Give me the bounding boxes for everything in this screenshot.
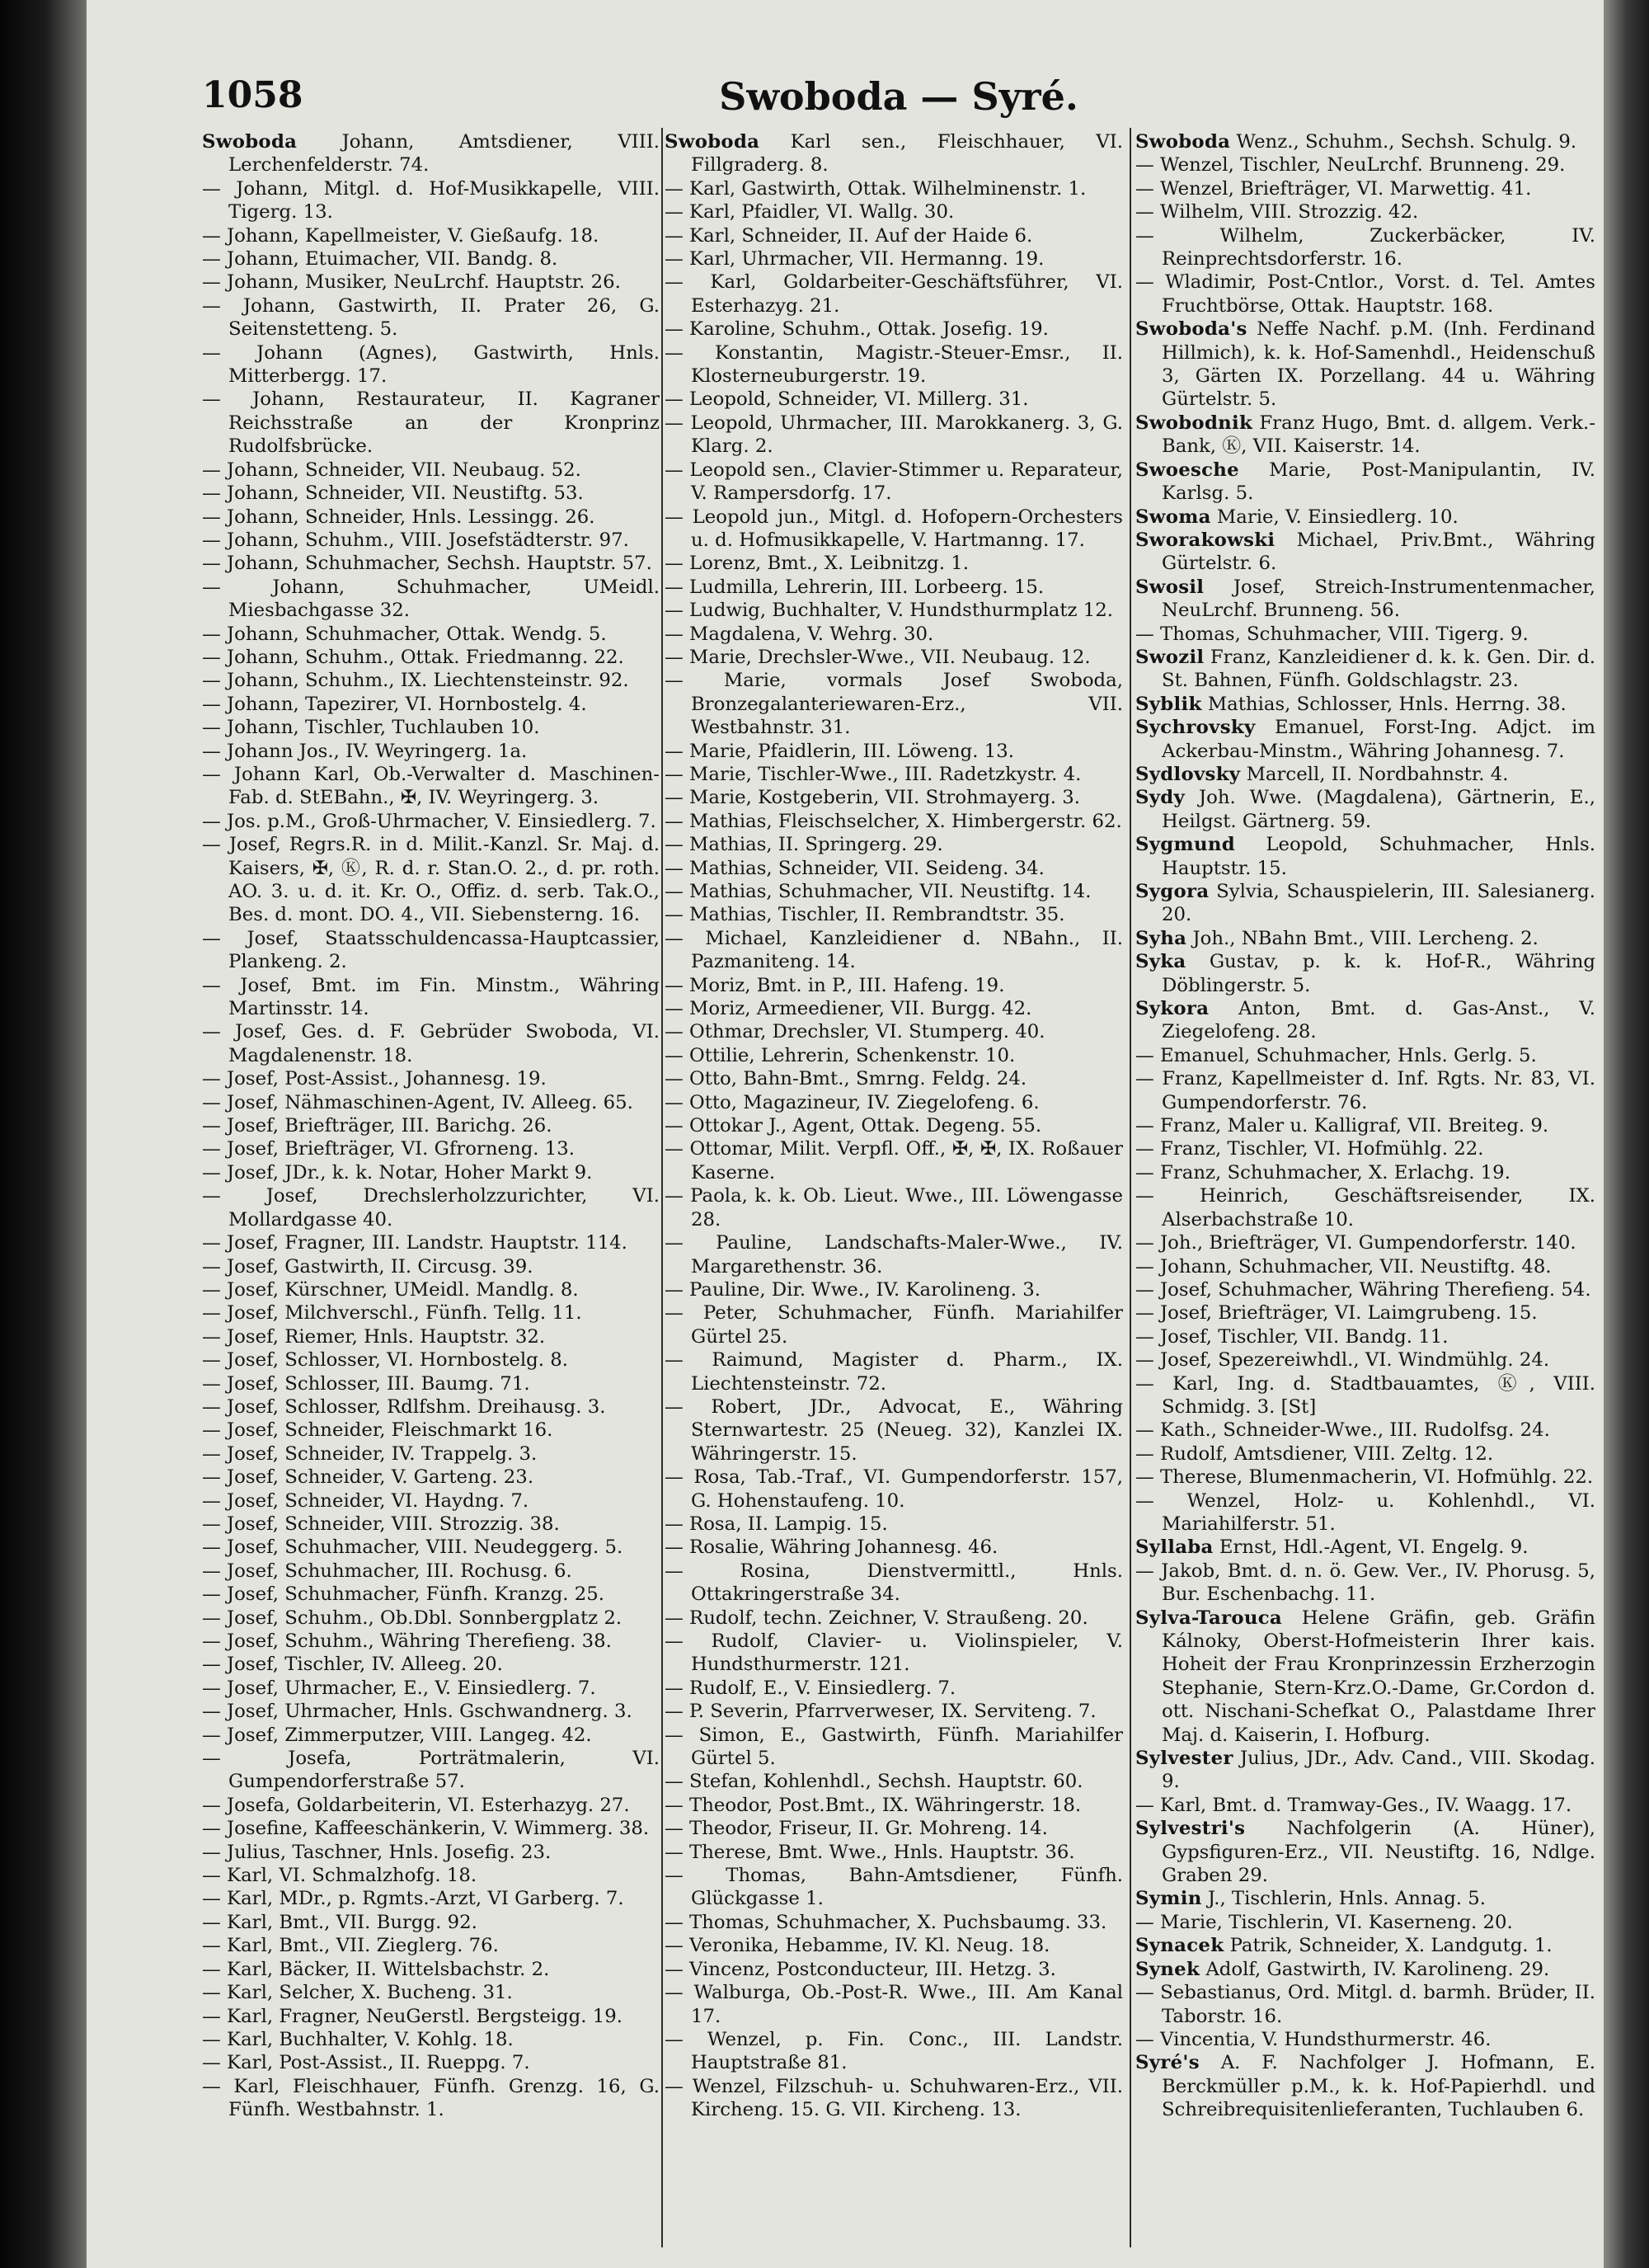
directory-entry: — Karl, Goldarbeiter-Geschäftsführer, VI. Esterhazyg. 21.	[665, 271, 1123, 317]
directory-entry: — Josefa, Porträtmalerin, VI. Gumpendorferstraße 57.	[202, 1748, 660, 1793]
directory-entry: — Josef, Schlosser, VI. Hornbostelg. 8.	[202, 1349, 569, 1372]
directory-entry: — Mathias, Tischler, II. Rembrandtstr. 35.	[665, 904, 1065, 926]
directory-entry: — Johann, Kapellmeister, V. Gießaufg. 18.	[202, 224, 599, 247]
entry-surname: Sygora	[1135, 881, 1210, 902]
directory-entry: — Karl, Selcher, X. Bucheng. 31.	[202, 1982, 513, 2004]
directory-entry: — Theodor, Post.Bmt., IX. Währingerstr. 18.	[665, 1794, 1082, 1816]
directory-entry: — Konstantin, Magistr.-Steuer-Emsr., II. Klosterneuburgerstr. 19.	[665, 341, 1123, 388]
directory-entry: — Theodor, Friseur, II. Gr. Mohreng. 14.	[665, 1818, 1048, 1840]
directory-entry: — Josef, Tischler, IV. Alleeg. 20.	[202, 1654, 503, 1676]
entry-surname: Sykora	[1135, 998, 1210, 1020]
entry-surname: Swoesche	[1135, 459, 1239, 481]
directory-entry: — Josef, JDr., k. k. Notar, Hoher Markt 9.	[202, 1161, 593, 1183]
directory-entry: — Heinrich, Geschäftsreisender, IX. Alserbachstraße 10.	[1135, 1185, 1595, 1230]
directory-entry: — Leopold jun., Mitgl. d. Hofopern-Orchesters u. d. Hofmusikkapelle, V. Hartmanng. 17.	[665, 506, 1123, 551]
directory-entry: — Julius, Taschner, Hnls. Josefig. 23.	[202, 1841, 552, 1863]
directory-entry: — Mathias, Fleischselcher, X. Himbergerstr. 62.	[665, 810, 1122, 832]
directory-entry: — Wilhelm, VIII. Strozzig. 42.	[1135, 201, 1419, 224]
directory-entry: — Johann (Agnes), Gastwirth, Hnls. Mitterbergg. 17.	[202, 341, 660, 388]
directory-entry: — Johann, Schuhm., IX. Liechtensteinstr. 92.	[202, 670, 629, 692]
directory-entry: — Leopold sen., Clavier-Stimmer u. Reparateur, V. Rampersdorfg. 17.	[665, 459, 1123, 505]
column-rule-right	[1130, 128, 1131, 2247]
directory-entry: — Karl, VI. Schmalzhofg. 18.	[202, 1865, 477, 1887]
directory-entry: — Franz, Kapellmeister d. Inf. Rgts. Nr. 83, VI. Gumpendorferstr. 76.	[1135, 1068, 1595, 1113]
directory-entry: — Josef, Schuhmacher, VIII. Neudeggerg. 5.	[202, 1536, 623, 1559]
directory-entry: — Karl, Fleischhauer, Fünfh. Grenzg. 16, G. Fünfh. Westbahnstr. 1.	[202, 2075, 660, 2121]
directory-entry: — Johann, Tapezirer, VI. Hornbostelg. 4.	[202, 693, 587, 715]
directory-entry: Swozil Franz, Kanzleidiener d. k. k. Gen. Dir. d. St. Bahnen, Fünfh. Goldschlagstr. 23.	[1135, 646, 1595, 692]
directory-entry: — Karl, Bmt., VII. Burgg. 92.	[202, 1911, 477, 1933]
directory-entry: — Josef, Briefträger, VI. Laimgrubeng. 15.	[1135, 1302, 1538, 1325]
directory-entry: — Jos. p.M., Groß-Uhrmacher, V. Einsiedlerg. 7.	[202, 810, 656, 832]
directory-entry: — Emanuel, Schuhmacher, Hnls. Gerlg. 5.	[1135, 1044, 1537, 1066]
directory-entry: — Josef, Tischler, VII. Bandg. 11.	[1135, 1325, 1449, 1348]
directory-entry: — Josef, Briefträger, VI. Gfrorneng. 13.	[202, 1138, 576, 1160]
directory-entry: — Karl, Bmt. d. Tramway-Ges., IV. Waagg. 17.	[1135, 1794, 1572, 1816]
directory-entry: — Marie, Drechsler-Wwe., VII. Neubaug. 12.	[665, 646, 1091, 668]
directory-entry: — Johann, Gastwirth, II. Prater 26, G. Seitenstetteng. 5.	[202, 294, 660, 341]
directory-entry: — Sebastianus, Ord. Mitgl. d. barmh. Brüder, II. Taborstr. 16.	[1135, 1982, 1595, 2027]
page-right-edge	[1604, 0, 1649, 2268]
directory-entry: — Karl, Buchhalter, V. Kohlg. 18.	[202, 2028, 514, 2050]
directory-entry: Sylva-Tarouca Helene Gräfin, geb. Gräfin Kálnoky, Oberst-Hofmeisterin Ihrer kais. Hoheit der Frau Kronprinzessin Erzherzogin Stephanie, Stern-Krz.O.-Dame, Gr.Cordon d. ott. Nischani-Schefkat O., Palastdame Ihrer Maj. d. Kaiserin, I. Hofburg.	[1135, 1607, 1595, 1746]
directory-entry: — Rosina, Dienstvermittl., Hnls. Ottakringerstraße 34.	[665, 1560, 1123, 1606]
directory-entry: — Karl, Uhrmacher, VII. Hermanng. 19.	[665, 248, 1045, 271]
directory-entry: — Josef, Spezereiwhdl., VI. Windmühlg. 24.	[1135, 1349, 1550, 1372]
directory-entry: — Magdalena, V. Wehrg. 30.	[665, 623, 934, 645]
directory-entry: — Karl, Bmt., VII. Zieglerg. 76.	[202, 1935, 499, 1957]
directory-entry: Sygora Sylvia, Schauspielerin, III. Salesianerg. 20.	[1135, 881, 1595, 926]
directory-entry: — Johann, Musiker, NeuLrchf. Hauptstr. 26.	[202, 271, 621, 294]
directory-entry: — Ottokar J., Agent, Ottak. Degeng. 55.	[665, 1115, 1042, 1137]
directory-entry: — Josef, Schneider, V. Garteng. 23.	[202, 1466, 534, 1489]
directory-entry: — Marie, Pfaidlerin, III. Löweng. 13.	[665, 740, 1014, 762]
entry-surname: Syllaba	[1135, 1536, 1214, 1559]
directory-column-2	[665, 130, 1123, 2242]
directory-entry: — Josef, Schuhm., Währing Therefieng. 38.	[202, 1630, 612, 1652]
directory-entry: — Rudolf, techn. Zeichner, V. Straußeng. 20.	[665, 1607, 1088, 1629]
directory-entry: — Franz, Schuhmacher, X. Erlachg. 19.	[1135, 1161, 1510, 1183]
directory-entry: Syblik Mathias, Schlosser, Hnls. Herrng. 38.	[1135, 693, 1567, 715]
directory-entry: — Josef, Fragner, III. Landstr. Hauptstr. 114.	[202, 1232, 627, 1254]
directory-entry: — Rosa, II. Lampig. 15.	[665, 1513, 888, 1535]
entry-surname: Syha	[1135, 927, 1187, 949]
entry-surname: Swoboda	[202, 131, 298, 153]
directory-entry: Sykora Anton, Bmt. d. Gas-Anst., V. Ziegelofeng. 28.	[1135, 998, 1595, 1043]
entry-surname: Sydlovsky	[1135, 763, 1241, 785]
entry-surname: Sylva-Tarouca	[1135, 1607, 1282, 1629]
directory-entry: — Josef, Ges. d. F. Gebrüder Swoboda, VI. Magdalenenstr. 18.	[202, 1021, 660, 1066]
directory-entry: — Josefa, Goldarbeiterin, VI. Esterhazyg. 27.	[202, 1794, 630, 1816]
entry-surname: Swoboda's	[1135, 318, 1247, 341]
directory-entry: — Karl, Post-Assist., II. Rueppg. 7.	[202, 2052, 530, 2074]
directory-entry: — Vincenz, Postconducteur, III. Hetzg. 3.	[665, 1958, 1056, 1980]
directory-entry: Synek Adolf, Gastwirth, IV. Karolineng. 29.	[1135, 1958, 1550, 1980]
directory-entry: — Peter, Schuhmacher, Fünfh. Mariahilfer Gürtel 25.	[665, 1302, 1123, 1348]
directory-entry: — Josef, Schneider, Fleischmarkt 16.	[202, 1419, 553, 1442]
directory-entry: Swoboda Wenz., Schuhm., Sechsh. Schulg. 9.	[1135, 131, 1577, 153]
entry-surname: Sworakowski	[1135, 529, 1276, 551]
directory-entry: — Stefan, Kohlenhdl., Sechsh. Hauptstr. 60.	[665, 1771, 1083, 1793]
entry-surname: Syré's	[1135, 2052, 1200, 2074]
directory-entry: Swoboda's Neffe Nachf. p.M. (Inh. Ferdinand Hillmich), k. k. Hof-Samenhdl., Heidenschuß 3, Gärten IX. Porzellang. 44 u. Währing Gürtelstr. 5.	[1135, 318, 1595, 411]
directory-entry: — Veronika, Hebamme, IV. Kl. Neug. 18.	[665, 1935, 1050, 1957]
entry-surname: Syka	[1135, 951, 1186, 973]
directory-entry: Sydlovsky Marcell, II. Nordbahnstr. 4.	[1135, 763, 1509, 785]
directory-entry: — Josef, Gastwirth, II. Circusg. 39.	[202, 1255, 533, 1278]
directory-entry: — Josef, Bmt. im Fin. Minstm., Währing Martinsstr. 14.	[202, 974, 660, 1020]
directory-entry: — Karl, Schneider, II. Auf der Haide 6.	[665, 224, 1033, 247]
directory-entry: — Josef, Schneider, VI. Haydng. 7.	[202, 1489, 529, 1512]
directory-entry: Syka Gustav, p. k. k. Hof-R., Währing Döblingerstr. 5.	[1135, 951, 1595, 996]
column-rule-left	[661, 128, 663, 2247]
directory-entry: — Moriz, Armeediener, VII. Burgg. 42.	[665, 998, 1032, 1020]
directory-entry: — Johann, Etuimacher, VII. Bandg. 8.	[202, 248, 558, 271]
directory-entry: — Josef, Schlosser, III. Baumg. 71.	[202, 1372, 530, 1395]
directory-entry: — Wenzel, Filzschuh- u. Schuhwaren-Erz., VII. Kircheng. 15. G. VII. Kircheng. 13.	[665, 2075, 1123, 2121]
entry-surname: Sylvester	[1135, 1748, 1233, 1770]
directory-entry: Sydy Joh. Wwe. (Magdalena), Gärtnerin, E., Heilgst. Gärtnerg. 59.	[1135, 787, 1595, 832]
directory-entry: — Marie, vormals Josef Swoboda, Bronzegalanteriewaren-Erz., VII. Westbahnstr. 31.	[665, 670, 1123, 739]
directory-entry: — Karl, Fragner, NeuGerstl. Bergsteigg. 19.	[202, 2005, 622, 2027]
directory-entry: — Leopold, Schneider, VI. Millerg. 31.	[665, 388, 1029, 411]
directory-entry: Swoboda Johann, Amtsdiener, VIII. Lerchenfelderstr. 74.	[202, 131, 660, 176]
directory-entry: — Josef, Drechslerholzzurichter, VI. Mollardgasse 40.	[202, 1185, 660, 1230]
directory-entry: — Michael, Kanzleidiener d. NBahn., II. Pazmaniteng. 14.	[665, 927, 1123, 973]
directory-entry: — Josef, Uhrmacher, E., V. Einsiedlerg. 7.	[202, 1677, 596, 1699]
entry-surname: Swoboda	[1135, 131, 1231, 153]
page-header	[202, 74, 1595, 132]
directory-entry: — Johann, Tischler, Tuchlauben 10.	[202, 717, 540, 739]
running-title: Swoboda — Syré.	[719, 74, 1078, 119]
directory-entry: — Moriz, Bmt. in P., III. Hafeng. 19.	[665, 974, 1005, 996]
directory-entry: — Ludmilla, Lehrerin, III. Lorbeerg. 15.	[665, 576, 1045, 598]
entry-surname: Synek	[1135, 1958, 1200, 1980]
directory-entry: — Johann, Schneider, VII. Neubaug. 52.	[202, 459, 581, 481]
entry-surname: Swobodnik	[1135, 412, 1253, 434]
directory-entry: — Thomas, Schuhmacher, X. Puchsbaumg. 33.	[665, 1911, 1107, 1933]
directory-entry: — Josef, Post-Assist., Johannesg. 19.	[202, 1068, 547, 1090]
directory-entry: — Wenzel, Briefträger, VI. Marwettig. 41.	[1135, 177, 1532, 200]
directory-entry: — Thomas, Schuhmacher, VIII. Tigerg. 9.	[1135, 623, 1529, 645]
directory-entry: Sylvestri's Nachfolgerin (A. Hüner), Gypsfiguren-Erz., VII. Neustiftg. 16, Ndlge. Graben 29.	[1135, 1818, 1595, 1887]
entry-surname: Sychrovsky	[1135, 717, 1256, 739]
directory-entry: Swoma Marie, V. Einsiedlerg. 10.	[1135, 506, 1459, 528]
entry-surname: Symin	[1135, 1888, 1202, 1910]
directory-entry: — Rudolf, E., V. Einsiedlerg. 7.	[665, 1677, 956, 1699]
entry-surname: Swoboda	[665, 131, 760, 153]
directory-entry: — Raimund, Magister d. Pharm., IX. Liechtensteinstr. 72.	[665, 1349, 1123, 1395]
entry-surname: Sylvestri's	[1135, 1818, 1246, 1840]
entry-surname: Swozil	[1135, 646, 1205, 668]
entry-surname: Sygmund	[1135, 834, 1235, 856]
directory-entry: — Ottilie, Lehrerin, Schenkenstr. 10.	[665, 1044, 1016, 1066]
directory-entry: — Paola, k. k. Ob. Lieut. Wwe., III. Löwengasse 28.	[665, 1185, 1123, 1230]
directory-entry: — Wladimir, Post-Cntlor., Vorst. d. Tel. Amtes Fruchtbörse, Ottak. Hauptstr. 168.	[1135, 271, 1595, 317]
directory-entry: — Mathias, II. Springerg. 29.	[665, 834, 943, 856]
directory-entry: — Rosalie, Währing Johannesg. 46.	[665, 1536, 998, 1559]
directory-entry: Swobodnik Franz Hugo, Bmt. d. allgem. Verk.-Bank, Ⓚ, VII. Kaiserstr. 14.	[1135, 412, 1595, 458]
directory-entry: — Rosa, Tab.-Traf., VI. Gumpendorferstr. 157, G. Hohenstaufeng. 10.	[665, 1466, 1123, 1512]
directory-entry: — Josef, Uhrmacher, Hnls. Gschwandnerg. 3.	[202, 1701, 632, 1723]
directory-entry: — Josef, Schuhmacher, Fünfh. Kranzg. 25.	[202, 1583, 605, 1606]
directory-entry: — Josef, Staatsschuldencassa-Hauptcassier, Plankeng. 2.	[202, 927, 660, 973]
directory-entry: Syré's A. F. Nachfolger J. Hofmann, E. Berckmüller p.M., k. k. Hof-Papierhdl. und Schreibrequisitenlieferanten, Tuchlauben 6.	[1135, 2052, 1595, 2121]
directory-entry: — Johann, Schuhmacher, Ottak. Wendg. 5.	[202, 623, 607, 645]
directory-entry: — Joh., Briefträger, VI. Gumpendorferstr. 140.	[1135, 1232, 1576, 1254]
directory-entry: Synacek Patrik, Schneider, X. Landgutg. 1.	[1135, 1935, 1553, 1957]
directory-entry: — Franz, Tischler, VI. Hofmühlg. 22.	[1135, 1138, 1484, 1160]
directory-entry: — Ludwig, Buchhalter, V. Hundsthurmplatz 12.	[665, 600, 1114, 622]
directory-entry: — Otto, Magazineur, IV. Ziegelofeng. 6.	[665, 1091, 1040, 1113]
page-gutter-shadow	[0, 0, 99, 2268]
directory-entry: — Johann Jos., IV. Weyringerg. 1a.	[202, 740, 528, 762]
directory-entry: — Ottomar, Milit. Verpfl. Off., ✠, ✠, IX. Roßauer Kaserne.	[665, 1138, 1123, 1183]
directory-entry: — Josef, Schneider, VIII. Strozzig. 38.	[202, 1513, 560, 1535]
directory-entry: — Jakob, Bmt. d. n. ö. Gew. Ver., IV. Phorusg. 5, Bur. Eschenbachg. 11.	[1135, 1560, 1595, 1606]
directory-entry: — Karl, Ing. d. Stadtbauamtes, Ⓚ, VIII. Schmidg. 3. [St]	[1135, 1372, 1595, 1418]
directory-entry: — Josef, Nähmaschinen-Agent, IV. Alleeg. 65.	[202, 1091, 633, 1113]
directory-entry: — Marie, Tischler-Wwe., III. Radetzkystr. 4.	[665, 763, 1082, 785]
directory-entry: — Johann, Schneider, Hnls. Lessingg. 26.	[202, 506, 595, 528]
directory-entry: Syha Joh., NBahn Bmt., VIII. Lercheng. 2.	[1135, 927, 1539, 949]
directory-entry: Syllaba Ernst, Hdl.-Agent, VI. Engelg. 9.	[1135, 1536, 1529, 1559]
directory-entry: — Josef, Schneider, IV. Trappelg. 3.	[202, 1442, 538, 1465]
directory-entry: — Simon, E., Gastwirth, Fünfh. Mariahilfer Gürtel 5.	[665, 1724, 1123, 1770]
directory-entry: — Rudolf, Amtsdiener, VIII. Zeltg. 12.	[1135, 1442, 1494, 1465]
directory-entry: — Leopold, Uhrmacher, III. Marokkanerg. 3, G. Klarg. 2.	[665, 412, 1123, 458]
directory-entry: — P. Severin, Pfarrverweser, IX. Serviteng. 7.	[665, 1701, 1097, 1723]
directory-entry: — Thomas, Bahn-Amtsdiener, Fünfh. Glückgasse 1.	[665, 1865, 1123, 1910]
directory-entry: — Josef, Riemer, Hnls. Hauptstr. 32.	[202, 1325, 546, 1348]
directory-column-1	[202, 130, 660, 2242]
directory-entry: — Wenzel, Tischler, NeuLrchf. Brunneng. 29.	[1135, 154, 1566, 176]
directory-entry: — Kath., Schneider-Wwe., III. Rudolfsg. 24.	[1135, 1419, 1550, 1442]
directory-entry: — Lorenz, Bmt., X. Leibnitzg. 1.	[665, 553, 969, 575]
directory-entry: — Franz, Maler u. Kalligraf, VII. Breiteg. 9.	[1135, 1115, 1549, 1137]
directory-entry: — Josef, Kürschner, UMeidl. Mandlg. 8.	[202, 1278, 579, 1301]
directory-entry: — Johann Karl, Ob.-Verwalter d. Maschinen-Fab. d. StEBahn., ✠, IV. Weyringerg. 3.	[202, 763, 660, 809]
entry-surname: Sydy	[1135, 787, 1186, 809]
directory-entry: — Johann, Schuhm., Ottak. Friedmanng. 22.	[202, 646, 624, 668]
directory-entry: — Johann, Schneider, VII. Neustiftg. 53.	[202, 482, 584, 505]
directory-entry: — Wenzel, Holz- u. Kohlenhdl., VI. Mariahilferstr. 51.	[1135, 1489, 1595, 1535]
directory-entry: — Josef, Zimmerputzer, VIII. Langeg. 42.	[202, 1724, 592, 1746]
directory-entry: — Johann, Mitgl. d. Hof-Musikkapelle, VIII. Tigerg. 13.	[202, 177, 660, 224]
directory-entry: — Othmar, Drechsler, VI. Stumperg. 40.	[665, 1021, 1045, 1043]
directory-entry: — Mathias, Schuhmacher, VII. Neustiftg. 14.	[665, 881, 1092, 902]
directory-entry: — Wenzel, p. Fin. Conc., III. Landstr. Hauptstraße 81.	[665, 2028, 1123, 2074]
directory-entry: — Marie, Tischlerin, VI. Kaserneng. 20.	[1135, 1911, 1513, 1933]
directory-entry: Symin J., Tischlerin, Hnls. Annag. 5.	[1135, 1888, 1487, 1910]
directory-entry: — Josef, Regrs.R. in d. Milit.-Kanzl. Sr. Maj. d. Kaisers, ✠, Ⓚ, R. d. r. Stan.O. 2., d. pr. roth. AO. 3. u. d. it. Kr. O., Offiz. d. serb. Tak.O., Bes. d. mont. DO. 4., VII. Siebensterng. 16.	[202, 834, 660, 926]
directory-entry: — Robert, JDr., Advocat, E., Währing Sternwartestr. 25 (Neueg. 32), Kanzlei IX. Währingerstr. 15.	[665, 1395, 1123, 1465]
directory-entry: — Otto, Bahn-Bmt., Smrng. Feldg. 24.	[665, 1068, 1027, 1090]
entry-surname: Swoma	[1135, 506, 1211, 528]
directory-entry: — Josef, Schlosser, Rdlfshm. Dreihausg. 3.	[202, 1395, 606, 1418]
directory-entry: — Johann, Schuhmacher, VII. Neustiftg. 48.	[1135, 1255, 1552, 1278]
entry-surname: Synacek	[1135, 1935, 1224, 1957]
directory-entry: — Wilhelm, Zuckerbäcker, IV. Reinprechtsdorferstr. 16.	[1135, 224, 1595, 271]
directory-entry: — Karl, MDr., p. Rgmts.-Arzt, VI Garberg. 7.	[202, 1888, 624, 1910]
directory-entry: — Johann, Schuhm., VIII. Josefstädterstr. 97.	[202, 529, 629, 551]
directory-entry: — Johann, Restaurateur, II. Kagraner Reichsstraße an der Kronprinz Rudolfsbrücke.	[202, 388, 660, 458]
directory-entry: — Karl, Pfaidler, VI. Wallg. 30.	[665, 201, 955, 224]
directory-entry: — Karl, Gastwirth, Ottak. Wilhelminenstr. 1.	[665, 177, 1087, 200]
directory-entry: Sylvester Julius, JDr., Adv. Cand., VIII. Skodag. 9.	[1135, 1748, 1595, 1793]
directory-entry: — Walburga, Ob.-Post-R. Wwe., III. Am Kanal 17.	[665, 1982, 1123, 2027]
directory-entry: Swoesche Marie, Post-Manipulantin, IV. Karlsg. 5.	[1135, 459, 1595, 505]
directory-entry: — Vincentia, V. Hundsthurmerstr. 46.	[1135, 2028, 1492, 2050]
page-number: 1058	[202, 74, 303, 116]
directory-entry: Sygmund Leopold, Schuhmacher, Hnls. Hauptstr. 15.	[1135, 834, 1595, 879]
entry-surname: Swosil	[1135, 576, 1205, 598]
directory-entry: — Josef, Schuhm., Ob.Dbl. Sonnbergplatz 2.	[202, 1607, 622, 1629]
directory-column-3	[1135, 130, 1595, 2242]
directory-entry: — Johann, Schuhmacher, UMeidl. Miesbachgasse 32.	[202, 576, 660, 622]
directory-entry: — Josefine, Kaffeeschänkerin, V. Wimmerg. 38.	[202, 1818, 650, 1840]
directory-entry: Swosil Josef, Streich-Instrumentenmacher, NeuLrchf. Brunneng. 56.	[1135, 576, 1595, 622]
directory-entry: — Josef, Milchverschl., Fünfh. Tellg. 11.	[202, 1302, 582, 1325]
directory-entry: — Karl, Bäcker, II. Wittelsbachstr. 2.	[202, 1958, 550, 1980]
entry-surname: Syblik	[1135, 693, 1202, 715]
directory-entry: Sworakowski Michael, Priv.Bmt., Währing Gürtelstr. 6.	[1135, 529, 1595, 575]
directory-entry: — Karoline, Schuhm., Ottak. Josefig. 19.	[665, 318, 1049, 341]
directory-entry: — Pauline, Dir. Wwe., IV. Karolineng. 3.	[665, 1278, 1041, 1301]
directory-entry: — Josef, Schuhmacher, Währing Therefieng. 54.	[1135, 1278, 1591, 1301]
directory-entry: — Therese, Blumenmacherin, VI. Hofmühlg. 22.	[1135, 1466, 1594, 1489]
directory-entry: — Josef, Schuhmacher, III. Rochusg. 6.	[202, 1560, 572, 1582]
directory-entry: — Rudolf, Clavier- u. Violinspieler, V. Hundsthurmerstr. 121.	[665, 1630, 1123, 1676]
directory-entry: — Marie, Kostgeberin, VII. Strohmayerg. 3.	[665, 787, 1081, 809]
directory-entry: — Johann, Schuhmacher, Sechsh. Hauptstr. 57.	[202, 553, 652, 575]
directory-entry: Sychrovsky Emanuel, Forst-Ing. Adjct. im Ackerbau-Minstm., Währing Johannesg. 7.	[1135, 717, 1595, 762]
directory-entry: — Josef, Briefträger, III. Barichg. 26.	[202, 1115, 552, 1137]
directory-entry: — Therese, Bmt. Wwe., Hnls. Hauptstr. 36.	[665, 1841, 1075, 1863]
directory-entry: — Mathias, Schneider, VII. Seideng. 34.	[665, 857, 1045, 879]
directory-entry: Swoboda Karl sen., Fleischhauer, VI. Fillgraderg. 8.	[665, 131, 1123, 176]
directory-entry: — Pauline, Landschafts-Maler-Wwe., IV. Margarethenstr. 36.	[665, 1232, 1123, 1278]
